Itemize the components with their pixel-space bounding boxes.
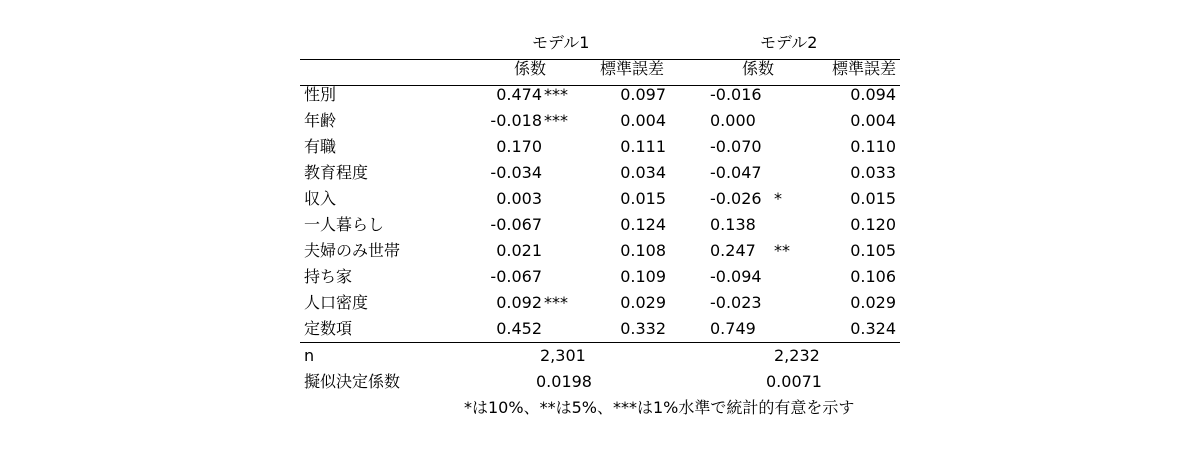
coef1-header: 係数 — [514, 59, 547, 78]
model1-header: モデル1 — [532, 33, 590, 52]
r2-model1: 0.0198 — [536, 372, 592, 391]
se2-header: 標準誤差 — [831, 59, 896, 78]
stars-model2: * — [774, 189, 782, 208]
se-model2: 0.120 — [850, 215, 896, 234]
se-model2: 0.029 — [850, 293, 896, 312]
row-label: 人口密度 — [304, 293, 369, 312]
coef-model2: -0.026 — [710, 189, 762, 208]
subheader-row — [300, 56, 900, 82]
r2-label: 擬似決定係数 — [304, 372, 401, 391]
se-model2: 0.110 — [850, 137, 896, 156]
stars-model1: *** — [544, 293, 568, 312]
table-row — [300, 238, 900, 264]
coef2-header: 係数 — [742, 59, 775, 78]
row-label: 定数項 — [304, 319, 353, 338]
coef-model2: 0.749 — [710, 319, 756, 338]
r2-model2: 0.0071 — [766, 372, 822, 391]
coef-model2: -0.070 — [710, 137, 762, 156]
coef-model2: -0.023 — [710, 293, 762, 312]
table-row — [300, 264, 900, 290]
se-model2: 0.106 — [850, 267, 896, 286]
n-model1: 2,301 — [540, 346, 586, 365]
coef-model1: 0.092 — [496, 293, 542, 312]
n-model2: 2,232 — [774, 346, 820, 365]
se-model1: 0.034 — [620, 163, 666, 182]
coef-model1: 0.170 — [496, 137, 542, 156]
stars-model1: *** — [544, 111, 568, 130]
n-row — [300, 343, 900, 369]
significance-note: *は10%、**は5%、***は1%水準で統計的有意を示す — [464, 398, 855, 417]
model2-header: モデル2 — [760, 33, 818, 52]
coef-model1: -0.018 — [490, 111, 542, 130]
se-model2: 0.324 — [850, 319, 896, 338]
se-model1: 0.097 — [620, 85, 666, 104]
table-row — [300, 316, 900, 342]
coef-model1: -0.067 — [490, 215, 542, 234]
row-label: 年齢 — [304, 111, 337, 130]
n-label: n — [304, 346, 315, 365]
row-label: 収入 — [304, 189, 337, 208]
coef-model2: 0.138 — [710, 215, 756, 234]
se-model2: 0.105 — [850, 241, 896, 260]
se-model1: 0.111 — [620, 137, 666, 156]
se-model1: 0.015 — [620, 189, 666, 208]
stars-model2: ** — [774, 241, 790, 260]
table-row — [300, 82, 900, 108]
stars-model1: *** — [544, 85, 568, 104]
se-model1: 0.004 — [620, 111, 666, 130]
row-label: 性別 — [304, 85, 337, 104]
model-header-row — [300, 30, 900, 56]
row-label: 有職 — [304, 137, 337, 156]
se-model2: 0.015 — [850, 189, 896, 208]
row-label: 教育程度 — [304, 163, 369, 182]
coef-model1: -0.067 — [490, 267, 542, 286]
table-row — [300, 134, 900, 160]
se-model2: 0.004 — [850, 111, 896, 130]
se-model2: 0.094 — [850, 85, 896, 104]
coef-model2: -0.094 — [710, 267, 762, 286]
coef-model2: 0.247 — [710, 241, 756, 260]
table-row — [300, 212, 900, 238]
table-row — [300, 108, 900, 134]
row-label: 夫婦のみ世帯 — [304, 241, 401, 260]
coef-model1: -0.034 — [490, 163, 542, 182]
table-body — [300, 82, 900, 342]
coef-model1: 0.452 — [496, 319, 542, 338]
r2-row — [300, 369, 900, 395]
table-row — [300, 290, 900, 316]
row-label: 一人暮らし — [304, 215, 385, 234]
se-model1: 0.108 — [620, 241, 666, 260]
row-label: 持ち家 — [304, 267, 353, 286]
coef-model1: 0.474 — [496, 85, 542, 104]
coef-model2: -0.047 — [710, 163, 762, 182]
coef-model1: 0.021 — [496, 241, 542, 260]
table-row — [300, 160, 900, 186]
se-model1: 0.124 — [620, 215, 666, 234]
se-model1: 0.332 — [620, 319, 666, 338]
se-model1: 0.029 — [620, 293, 666, 312]
coef-model1: 0.003 — [496, 189, 542, 208]
se-model1: 0.109 — [620, 267, 666, 286]
regression-table — [300, 30, 900, 421]
se1-header: 標準誤差 — [600, 59, 665, 78]
se-model2: 0.033 — [850, 163, 896, 182]
table-row — [300, 186, 900, 212]
coef-model2: -0.016 — [710, 85, 762, 104]
coef-model2: 0.000 — [710, 111, 756, 130]
note-row — [300, 395, 900, 421]
